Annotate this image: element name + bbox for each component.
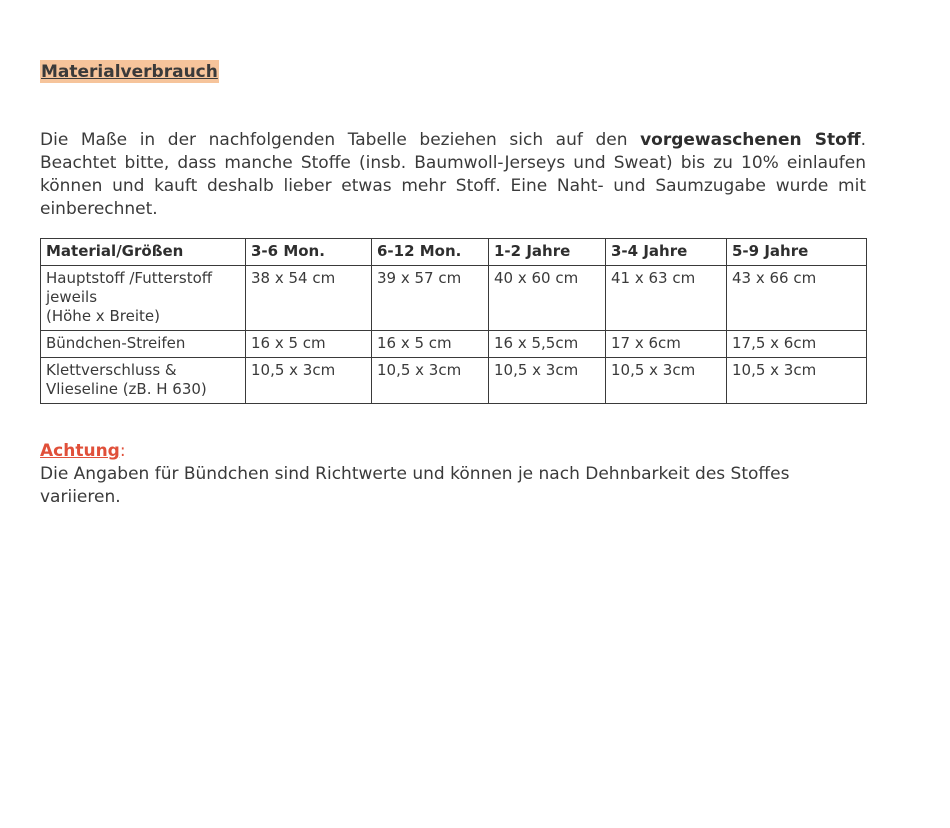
table-cell: 16 x 5 cm: [372, 331, 489, 358]
table-cell: 17,5 x 6cm: [727, 331, 867, 358]
table-header-cell: 1-2 Jahre: [489, 239, 606, 266]
table-header-cell: 5-9 Jahre: [727, 239, 867, 266]
table-cell: 10,5 x 3cm: [606, 358, 727, 404]
intro-text-1: Die Maße in der nachfolgenden Tabelle beziehen sich auf den: [40, 130, 641, 150]
row-label-cell: [41, 266, 246, 331]
warning-text: Die Angaben für Bündchen sind Richtwerte und können je nach Dehnbarkeit des Stoffes variieren.: [40, 464, 790, 507]
row-label-line: Bündchen-Streifen: [46, 334, 186, 352]
table-header-cell: Material/Größen: [41, 239, 246, 266]
table-cell: 10,5 x 3cm: [489, 358, 606, 404]
table-header-cell: 3-4 Jahre: [606, 239, 727, 266]
table-header-cell: 3-6 Mon.: [246, 239, 372, 266]
table-row: [41, 358, 867, 404]
table-header-cell: 6-12 Mon.: [372, 239, 489, 266]
warning-title: Achtung: [40, 441, 120, 461]
table-cell: 39 x 57 cm: [372, 266, 489, 331]
section-title: Materialverbrauch: [41, 62, 218, 82]
table-cell: 43 x 66 cm: [727, 266, 867, 331]
table-cell: 17 x 6cm: [606, 331, 727, 358]
table-cell: 10,5 x 3cm: [372, 358, 489, 404]
row-label-line: Hauptstoff /Futterstoff jeweils: [46, 269, 213, 306]
row-label-cell: [41, 331, 246, 358]
table-row: [41, 331, 867, 358]
intro-paragraph: [40, 129, 866, 221]
table-row: [41, 266, 867, 331]
row-label-cell: [41, 358, 246, 404]
row-label-line: Klettverschluss & Vlieseline (zB. H 630): [46, 361, 207, 398]
table-cell: 38 x 54 cm: [246, 266, 372, 331]
warning-block: [40, 440, 866, 509]
table-cell: 10,5 x 3cm: [727, 358, 867, 404]
intro-text-2: . Beachtet bitte, dass manche Stoffe (insb. Baumwoll-Jerseys und Sweat) bis zu 10% einlaufen können und kauft deshalb lieber etwas mehr Stoff. Eine Naht- und Saumzugabe wurde mit einberechnet.: [40, 130, 866, 219]
table-cell: 16 x 5 cm: [246, 331, 372, 358]
document-page: [40, 60, 866, 509]
table-cell: 40 x 60 cm: [489, 266, 606, 331]
warning-colon: :: [119, 441, 126, 461]
material-table: [40, 238, 867, 404]
row-label-line: (Höhe x Breite): [46, 307, 160, 325]
table-header-row: [41, 239, 867, 266]
intro-bold-text: vorgewaschenen Stoff: [640, 130, 861, 150]
table-cell: 41 x 63 cm: [606, 266, 727, 331]
table-cell: 10,5 x 3cm: [246, 358, 372, 404]
table-cell: 16 x 5,5cm: [489, 331, 606, 358]
